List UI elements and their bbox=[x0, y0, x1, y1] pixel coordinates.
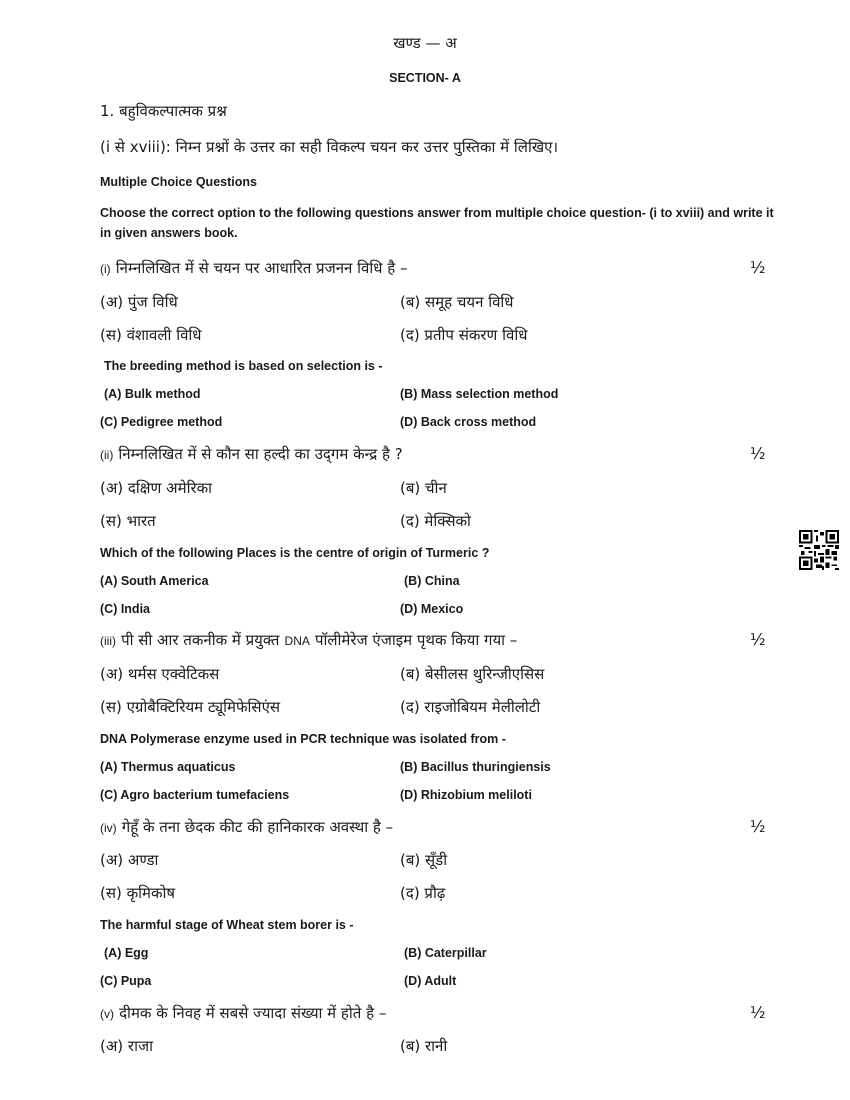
question-text-english: Which of the following Places is the centre of origin of Turmeric ? bbox=[100, 546, 490, 560]
instruction-hindi: (i से xviii): निम्न प्रश्नों के उत्तर का सही विकल्प चयन कर उत्तर पुस्तिका में लिखिए। bbox=[100, 138, 559, 156]
option-hindi-d: (द) प्रौढ़ bbox=[400, 884, 446, 902]
option-english-a: (A) South America bbox=[100, 574, 209, 588]
option-hindi-b: (ब) रानी bbox=[400, 1037, 448, 1055]
question-text-english: The harmful stage of Wheat stem borer is - bbox=[100, 918, 354, 932]
question-i bbox=[100, 258, 407, 278]
option-english-d: (D) Back cross method bbox=[400, 415, 537, 429]
option-hindi-a: (अ) राजा bbox=[100, 1037, 153, 1055]
question-number: (v) bbox=[100, 1007, 114, 1021]
question-iii bbox=[100, 630, 517, 650]
option-english-b: (B) Mass selection method bbox=[400, 387, 559, 401]
question-text-english: The breeding method is based on selection is - bbox=[104, 359, 383, 373]
question-iv bbox=[100, 817, 393, 837]
option-english-a: (A) Bulk method bbox=[104, 387, 201, 401]
option-hindi-a: (अ) थर्मस एक्वेटिकस bbox=[100, 665, 220, 683]
question-text-hindi: निम्नलिखित में से कौन सा हल्दी का उद्‌गम केन्द्र है ? bbox=[118, 445, 403, 463]
option-english-d: (D) Rhizobium meliloti bbox=[400, 788, 532, 802]
option-english-d: (D) Adult bbox=[404, 974, 457, 988]
marks-label: ½ bbox=[750, 258, 766, 277]
marks-label: ½ bbox=[750, 1003, 766, 1022]
question-number: (ii) bbox=[100, 448, 114, 462]
option-hindi-c: (स) वंशावली विधि bbox=[100, 326, 202, 344]
option-hindi-b: (ब) चीन bbox=[400, 479, 447, 497]
qr-code-icon bbox=[799, 530, 839, 570]
question-text-hindi-part1: पी सी आर तकनीक में प्रयुक्त bbox=[121, 631, 280, 649]
option-english-b: (B) Caterpillar bbox=[404, 946, 487, 960]
question-text-hindi: दीमक के निवह में सबसे ज्यादा संख्या में होते है – bbox=[119, 1004, 387, 1022]
question-text-dna: DNA bbox=[284, 634, 310, 648]
option-english-c: (C) Pedigree method bbox=[100, 415, 223, 429]
instruction-english-line2: in given answers book. bbox=[100, 226, 238, 240]
question-number: (iii) bbox=[100, 634, 116, 648]
option-hindi-a: (अ) दक्षिण अमेरिका bbox=[100, 479, 213, 497]
option-hindi-d: (द) मेक्सिको bbox=[400, 512, 471, 530]
question-number: (i) bbox=[100, 262, 111, 276]
marks-label: ½ bbox=[750, 817, 766, 836]
section-title-english: SECTION- A bbox=[389, 71, 461, 85]
option-hindi-b: (ब) बेसीलस थुरिन्जीएसिस bbox=[400, 665, 545, 683]
option-english-c: (C) India bbox=[100, 602, 150, 616]
option-hindi-d: (द) राइजोबियम मेलीलोटी bbox=[400, 698, 541, 716]
option-hindi-c: (स) भारत bbox=[100, 512, 156, 530]
mcq-heading: Multiple Choice Questions bbox=[100, 175, 257, 189]
option-english-a: (A) Egg bbox=[104, 946, 149, 960]
option-hindi-a: (अ) पुंज विधि bbox=[100, 293, 178, 311]
option-hindi-b: (ब) सूँडी bbox=[400, 851, 448, 869]
option-hindi-c: (स) एग्रोबैक्टिरियम ट्यूमिफेसिएंस bbox=[100, 698, 281, 716]
marks-label: ½ bbox=[750, 630, 766, 649]
question-1-title: 1. बहुविकल्पात्मक प्रश्न bbox=[100, 102, 227, 120]
instruction-english-line1: Choose the correct option to the following questions answer from multiple choice question- (i to xviii) and write it bbox=[100, 206, 774, 220]
option-english-d: (D) Mexico bbox=[400, 602, 464, 616]
question-v bbox=[100, 1003, 386, 1023]
question-text-hindi: गेहूँ के तना छेदक कीट की हानिकारक अवस्था है – bbox=[121, 818, 394, 836]
marks-label: ½ bbox=[750, 444, 766, 463]
option-english-c: (C) Agro bacterium tumefaciens bbox=[100, 788, 290, 802]
section-title-hindi: खण्ड — अ bbox=[393, 34, 457, 52]
question-text-hindi: निम्नलिखित में से चयन पर आधारित प्रजनन विधि है – bbox=[115, 259, 408, 277]
option-hindi-c: (स) कृमिकोष bbox=[100, 884, 176, 902]
option-hindi-b: (ब) समूह चयन विधि bbox=[400, 293, 514, 311]
option-hindi-a: (अ) अण्डा bbox=[100, 851, 159, 869]
option-english-c: (C) Pupa bbox=[100, 974, 152, 988]
question-number: (iv) bbox=[100, 821, 117, 835]
option-hindi-d: (द) प्रतीप संकरण विधि bbox=[400, 326, 528, 344]
option-english-a: (A) Thermus aquaticus bbox=[100, 760, 236, 774]
question-ii bbox=[100, 444, 403, 464]
option-english-b: (B) Bacillus thuringiensis bbox=[400, 760, 551, 774]
option-english-b: (B) China bbox=[404, 574, 460, 588]
question-text-hindi-part2: पॉलीमेरेज एंजाइम पृथक किया गया – bbox=[314, 631, 518, 649]
question-text-english: DNA Polymerase enzyme used in PCR technique was isolated from - bbox=[100, 732, 506, 746]
